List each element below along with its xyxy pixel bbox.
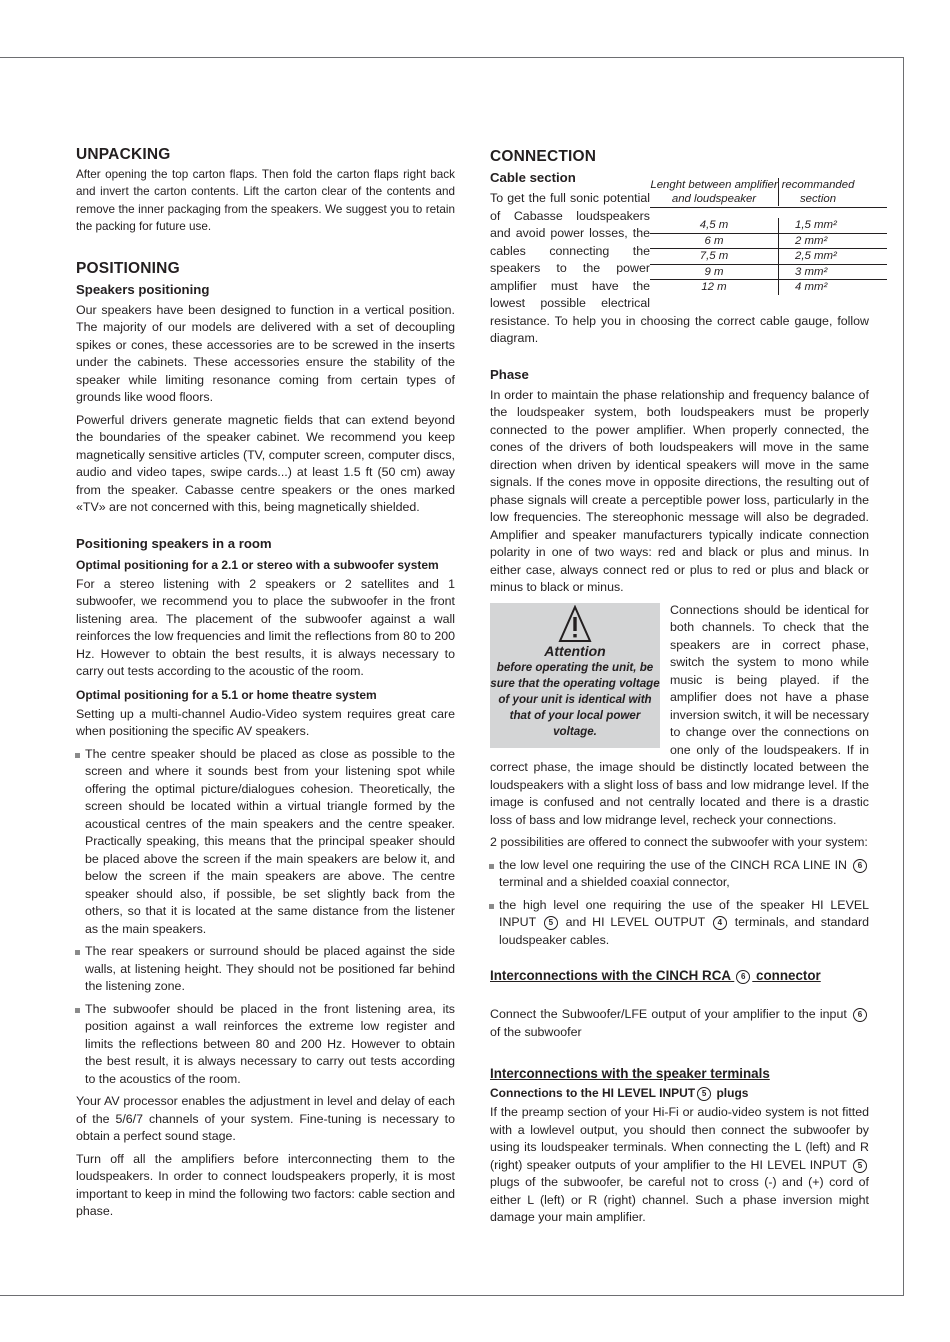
length-cell: 12 m (701, 281, 727, 294)
hi-level-input-heading: Connections to the HI LEVEL INPUT 5 plugs (490, 1086, 749, 1100)
table-row (650, 234, 887, 250)
list-item-text: and HI LEVEL OUTPUT (565, 915, 706, 929)
attention-title: Attention (544, 642, 606, 659)
bullet-square-icon (75, 1008, 80, 1013)
subwoofer-intro-paragraph: 2 possibilities are offered to connect the subwoofer with your system: (490, 835, 868, 849)
length-cell: 4,5 m (699, 219, 729, 231)
terminal-6-marker: 6 (736, 970, 750, 984)
speakers-paragraph-1: Our speakers have been designed to function in a vertical position. The majority of our models are delivered with a set of decoupling spikes or cones, these accessories are to be screwed in the inserts under the cabinets. These accessories ensure the stability of the speaker while limiting resonance coming from certain types of grounds like wood floors. (76, 302, 455, 405)
terminal-6-marker: 6 (853, 859, 867, 873)
cinch-interconnection-heading: Interconnections with the CINCH RCA 6 connector (490, 968, 821, 983)
speaker-terminals-heading: Interconnections with the speaker terminals (490, 1066, 770, 1081)
attention-box (490, 603, 660, 748)
unpacking-heading: UNPACKING (76, 146, 171, 163)
right-column (490, 147, 869, 1232)
list-item-text: The subwoofer should be placed in the front listening area, its position against a wall reinforces the extreme low register and limits the reflections between 80 and 200 Hz. However to obtain the best result, it is always necessary to carry out tests according to the acoustics of the room. (85, 1001, 455, 1086)
table-row (650, 265, 887, 281)
table-row (650, 218, 887, 234)
cinch-paragraph: Connect the Subwoofer/LFE output of your amplifier to the input 6 of the subwoofer (490, 1006, 869, 1041)
terminal-5-marker: 5 (697, 1087, 711, 1101)
list-item-text: terminals, and standard loudspeaker cables. (499, 915, 869, 947)
list-item (490, 897, 869, 950)
list-item (76, 1001, 455, 1089)
phase-paragraph-2: Connections should be identical for both channels. To check that the speakers are in correct phase, switch the system to mono while music is being played. if the amplifier does not have a phase inversion switch, it will be necessary to change over the connections on one only of the loudspeakers. If in correct phase, the image should be distinctly located between the loudspeakers with a slight loss of bass and low midrange level. If the image is confused and not centrally located and there is a drastic loss of bass and low midrange level, recheck your connections. (490, 602, 869, 827)
bullet-square-icon (75, 950, 80, 955)
speakers-positioning-heading: Speakers positioning (76, 281, 210, 297)
cable-section-table (650, 178, 887, 295)
terminal-5-marker: 5 (853, 1159, 867, 1173)
section-cell: 2,5 mm² (778, 249, 873, 264)
terminal-4-marker: 4 (713, 916, 727, 930)
attention-text: before operating the unit, be sure that the operating voltage of your unit is identical with that of your local power voltage. (490, 660, 660, 738)
left-column (76, 145, 455, 1226)
cable-section-paragraph: To get the full sonic potential of Cabasse loudspeakers and avoid power losses, the cables connecting the speakers to the power amplifier must have the lowest possible electrical resistance. To help you in choosing the correct cable gauge, follow diagram. (490, 191, 869, 345)
length-cell: 9 m (704, 265, 724, 278)
connection-heading: CONNECTION (490, 148, 597, 165)
turn-off-paragraph: Turn off all the amplifiers before interconnecting them to the loudspeakers. In order to connect loudspeakers properly, it is most important to keep in mind the following two factors: cable section and phase. (76, 1151, 455, 1219)
av-processor-paragraph: Your AV processor enables the adjustment in level and delay of each of the 5/6/7 channels of your system. Fine-tuning is necessary to obtain a perfect sound stage. (76, 1094, 455, 1144)
table-row (650, 249, 887, 265)
positioning-heading: POSITIONING (76, 259, 180, 277)
page-frame-top-line (0, 57, 904, 58)
phase-heading: Phase (490, 366, 529, 382)
speakers-paragraph-2: Powerful drivers generate magnetic fields that can extend beyond the boundaries of the speaker cabinet. We recommend you keep magnetically sensitive articles (TV, computer screen, computer discs, audio and video tapes, swipe cards...) at least 1.5 ft (50 cm) away from the speaker. Cabasse centre speakers or the ones marked «TV» are not concerned with this, being magnetically shielded. (76, 412, 455, 515)
bullet-square-icon (489, 864, 494, 869)
room-positioning-heading: Positioning speakers in a room (76, 535, 272, 551)
page-frame-bottom-line (0, 1295, 904, 1296)
length-cell: 6 m (704, 234, 724, 247)
home-theatre-heading: Optimal positioning for a 5.1 or home theatre system (76, 687, 377, 702)
hi-level-input-paragraph: If the preamp section of your Hi-Fi or audio-video system is not fitted with a lowlevel output, you should then connect the subwoofer by using its loudspeaker terminals. When connecting the L (left) and R (right) speaker outputs of your amplifier to the HI LEVEL INPUT 5plugs of the subwoofer, be careful not to cross (-) and (+) cord of either L (left) or R (right) channel. Such a phase inversion might damage your main amplifier. (490, 1105, 869, 1224)
list-item (490, 857, 869, 892)
list-item-text: The centre speaker should be placed as close as possible to the screen and where it sounds best from your listening spot while offering the optimal picture/dialogues cohesion. Theoretically, the screen should be located within a virtual triangle formed by the acoustical centres of the main speakers and the centre speaker. Practically speaking, this means that the principal speaker should be placed above the screen if the main speakers are below it, and below the screen if the main speakers are above. The centre speaker should also, if possible, be set slightly back from the others, so that it is located at the same distance from the listener as the main speakers. (85, 746, 455, 936)
bullet-square-icon (489, 904, 494, 909)
section-cell: 3 mm² (778, 265, 873, 280)
section-cell: 4 mm² (778, 280, 873, 295)
cable-section-heading: Cable section (490, 170, 576, 185)
list-item-text: the low level one requiring the use of the CINCH RCA LINE IN (499, 857, 847, 872)
section-column-header: recommanded section (778, 178, 857, 206)
list-item-text: terminal and a shielded coaxial connector, (499, 875, 730, 889)
stereo-positioning-heading: Optimal positioning for a 2.1 or stereo with a subwoofer system (76, 557, 439, 572)
length-cell: 7,5 m (699, 250, 729, 263)
cable-table-header (650, 178, 887, 208)
section-cell: 2 mm² (778, 234, 873, 249)
unpacking-text: After opening the top carton flaps. Then fold the carton flaps right back and invert the carton contents. Lift the carton clear of the contents and remove the inner packaging from the speakers. We suggest you to retain the packing for future use. (76, 168, 455, 234)
page-frame-right-line (903, 57, 904, 1296)
speaker-placement-list (76, 746, 455, 1089)
table-row (650, 280, 887, 295)
list-item-text: The rear speakers or surround should be placed against the side walls, at listening height. They should not be positioned far behind the listening zone. (85, 944, 455, 994)
length-column-header: Lenght between amplifier and loudspeaker (650, 179, 778, 205)
stereo-paragraph: For a stereo listening with 2 speakers or 2 satellites and 1 subwoofer, we recommend you to place the subwoofer in the front listening area. The placement of the subwoofer against a wall reinforces the low frequencies and limit the reflections from 80 to 200 Hz. However to obtain the best results, it is always necessary to carry out tests according to the acoustic of the room. (76, 576, 455, 679)
list-item (76, 943, 455, 996)
subwoofer-options-list (490, 857, 869, 950)
list-item (76, 746, 455, 939)
home-theatre-paragraph: Setting up a multi-channel Audio-Video system requires great care when positioning the specific AV speakers. (76, 706, 455, 739)
bullet-square-icon (75, 753, 80, 758)
list-item-text: the high level one requiring the use of the speaker HI LEVEL INPUT (499, 897, 869, 929)
terminal-5-marker: 5 (544, 916, 558, 930)
section-cell: 1,5 mm² (778, 218, 873, 233)
warning-triangle-icon (558, 605, 592, 643)
phase-paragraph-1: In order to maintain the phase relationship and frequency balance of the loudspeaker system, both loudspeakers must be properly connected to the power amplifier. When properly connected, the cones of the drivers of both loudspeakers will move in the same direction when driven by identical speakers will move in the same signals. If the cones move in opposite directions, the resulting out of phase signals will create a perceptible power loss, particularly in the low frequencies. The stereophonic message will also be degraded. Amplifier and speaker manufacturers typically indicate connection polarity in one of two ways: red and black or plus and minus. In either case, always connect red or plus to red or plus and black or minus to black or minus. (490, 387, 869, 594)
terminal-6-marker: 6 (853, 1008, 867, 1022)
